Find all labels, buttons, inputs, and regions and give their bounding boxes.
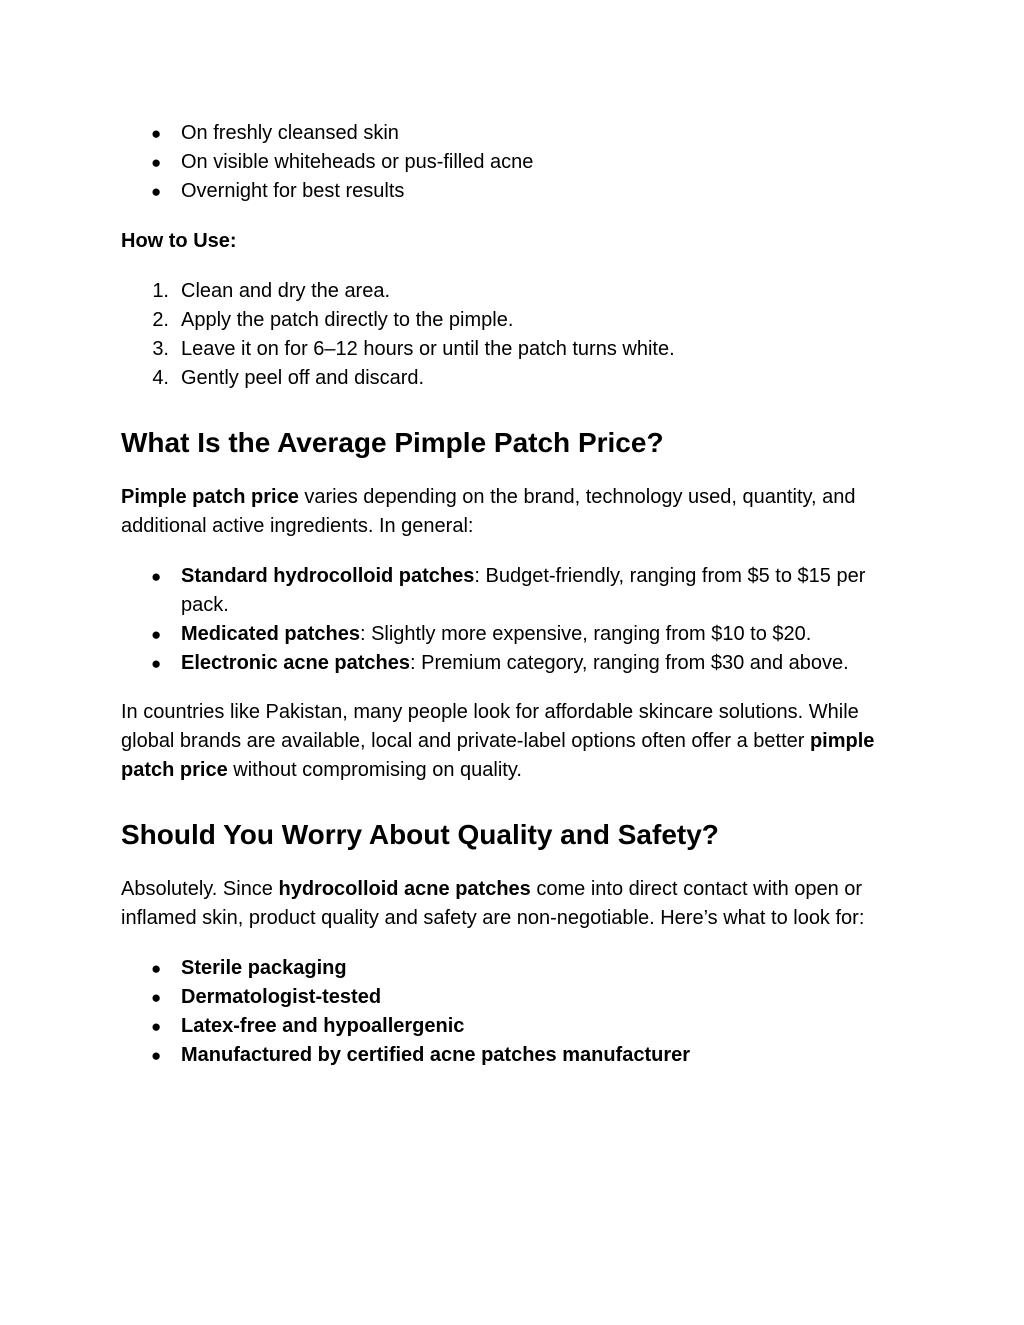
quality-heading: Should You Worry About Quality and Safety?: [121, 819, 719, 850]
list-item: ● Electronic acne patches: Premium category, ranging from $30 and above.: [121, 649, 911, 678]
list-item: ● Standard hydrocolloid patches: Budget-friendly, ranging from $5 to $15 per pack.: [121, 562, 911, 620]
bullet-icon: ●: [151, 959, 162, 978]
bullet-icon: ●: [151, 654, 162, 673]
list-item: 3. Leave it on for 6–12 hours or until the patch turns white.: [121, 335, 911, 364]
usage-conditions-list: [121, 119, 911, 206]
price-list: [121, 562, 911, 678]
step-number: 1.: [152, 280, 169, 302]
how-to-use-steps: [121, 277, 911, 393]
list-item: 2. Apply the patch directly to the pimple.: [121, 306, 911, 335]
bullet-icon: ●: [151, 124, 162, 143]
how-to-use-label: How to Use:: [121, 230, 237, 252]
list-item: ● Overnight for best results: [121, 177, 911, 206]
quality-intro: Absolutely. Since hydrocolloid acne patches come into direct contact with open or inflamed skin, product quality and safety are non-negotiable. Here’s what to look for:: [121, 878, 865, 929]
quality-checklist: [121, 954, 911, 1070]
list-item: ● On visible whiteheads or pus-filled acne: [121, 148, 911, 177]
list-item: 1. Clean and dry the area.: [121, 277, 911, 306]
bullet-icon: ●: [151, 153, 162, 172]
bullet-icon: ●: [151, 625, 162, 644]
price-intro: Pimple patch price varies depending on the brand, technology used, quantity, and additional active ingredients. In general:: [121, 486, 856, 537]
list-item: ● Latex-free and hypoallergenic: [121, 1012, 911, 1041]
pakistan-paragraph: In countries like Pakistan, many people look for affordable skincare solutions. While global brands are available, local and private-label options often offer a better pimple patch price without compromising on quality.: [121, 701, 875, 781]
bullet-icon: ●: [151, 1017, 162, 1036]
list-item: ● Medicated patches: Slightly more expensive, ranging from $10 to $20.: [121, 620, 911, 649]
bullet-icon: ●: [151, 567, 162, 586]
step-number: 4.: [152, 367, 169, 389]
list-item: ● On freshly cleansed skin: [121, 119, 911, 148]
bullet-icon: ●: [151, 1046, 162, 1065]
bullet-icon: ●: [151, 988, 162, 1007]
list-item: ● Dermatologist-tested: [121, 983, 911, 1012]
list-item: 4. Gently peel off and discard.: [121, 364, 911, 393]
list-item: ● Manufactured by certified acne patches manufacturer: [121, 1041, 911, 1070]
step-number: 2.: [152, 309, 169, 331]
bullet-icon: ●: [151, 182, 162, 201]
list-item: ● Sterile packaging: [121, 954, 911, 983]
document-page: [121, 119, 911, 1070]
price-heading: What Is the Average Pimple Patch Price?: [121, 427, 664, 458]
step-number: 3.: [152, 338, 169, 360]
